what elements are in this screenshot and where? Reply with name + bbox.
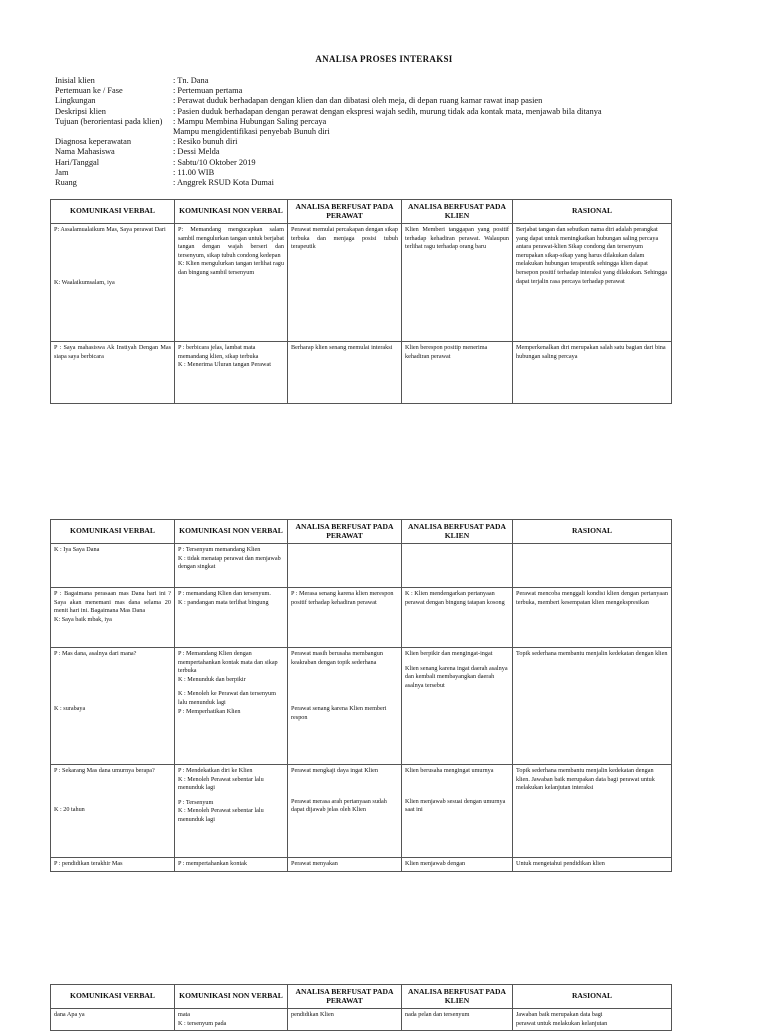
cell-text: P : Memperhatikan Klien bbox=[178, 707, 241, 715]
info-value: : Dessi Melda bbox=[173, 147, 220, 157]
table-row bbox=[51, 224, 672, 342]
cell-verbal: P : pendidikan terakhir Mas bbox=[51, 858, 175, 872]
header-verbal: KOMUNIKASI VERBAL bbox=[51, 200, 175, 224]
header-rationale: RASIONAL bbox=[513, 985, 672, 1009]
header-analysis-nurse: ANALISA BERFUSAT PADA PERAWAT bbox=[288, 200, 402, 224]
cell-analysis-client bbox=[402, 648, 513, 765]
cell-analysis-client bbox=[402, 544, 513, 588]
cell-text: Perawat merasa arah pertanyaan sudah dapat dijawab jelas oleh Klien bbox=[291, 797, 387, 814]
cell-text: Klien berusaha mengingat umurnya bbox=[405, 767, 494, 774]
cell-text: P: Memandang mengucapkan salam sambil mengulurkan tangan untuk berjabat tangan dengan wajah berseri dan tersenyum, sikap tubuh condong kedepan bbox=[178, 226, 284, 259]
header-analysis-client: ANALISA BERFUSAT PADA KLIEN bbox=[402, 985, 513, 1009]
cell-rationale: Berjabat tangan dan sebutkan nama diri adalah perangkat yang dapat untuk meningkatkan hubungan saling percaya antara perawat-klien Sikap condong dan tersenyum merupakan sikap-sikap yang harus dilakukan dalam melakukan hubungan terapeutik sehingga klien dapat bersepon positif terhadap interaksi yang dilakukan. Sehingga dapat terjalin rasa percaya terhadap perawat bbox=[513, 224, 672, 342]
info-value: : Pertemuan pertama bbox=[173, 86, 243, 96]
table-row bbox=[51, 544, 672, 588]
cell-verbal: dana Apa ya bbox=[51, 1009, 175, 1031]
info-label: Hari/Tanggal bbox=[55, 157, 100, 167]
info-row bbox=[55, 137, 602, 147]
table-row bbox=[51, 1009, 672, 1031]
header-nonverbal: KOMUNIKASI NON VERBAL bbox=[175, 200, 288, 224]
info-row bbox=[55, 168, 602, 178]
patient-info bbox=[55, 76, 602, 188]
cell-nonverbal bbox=[175, 765, 288, 858]
cell-verbal: K : Iya Saya Dana bbox=[51, 544, 175, 588]
interaction-table-1 bbox=[50, 199, 672, 404]
table-header-row bbox=[51, 985, 672, 1009]
info-label: Inisial klien bbox=[55, 76, 95, 85]
table-row bbox=[51, 858, 672, 872]
info-row bbox=[55, 96, 602, 106]
info-value: : Pasien duduk berhadapan dengan perawat dengan ekspresi wajah sedih, murung tidak ada kontak mata, menjawab bila ditanya bbox=[173, 106, 602, 116]
table-row bbox=[51, 588, 672, 648]
header-nonverbal: KOMUNIKASI NON VERBAL bbox=[175, 985, 288, 1009]
info-value: : Anggrek RSUD Kota Dumai bbox=[173, 178, 274, 188]
cell-text: K : Menoleh Perawat sebentar lalu menunduk lagi bbox=[178, 807, 264, 823]
header-nonverbal: KOMUNIKASI NON VERBAL bbox=[175, 520, 288, 544]
info-label: Pertemuan ke / Fase bbox=[55, 86, 123, 96]
info-label: Nama Mahasiswa bbox=[55, 147, 115, 157]
cell-analysis-client bbox=[402, 765, 513, 858]
info-row bbox=[55, 178, 602, 188]
cell-text: P : Sekarang Mas dana umurnya berapa? bbox=[54, 767, 155, 774]
cell-rationale: Untuk mengetahui pendidikan klien bbox=[513, 858, 672, 872]
header-analysis-nurse: ANALISA BERFUSAT PADA PERAWAT bbox=[288, 985, 402, 1009]
header-rationale: RASIONAL bbox=[513, 520, 672, 544]
info-row bbox=[55, 127, 602, 137]
cell-text: perawat untuk melakukan kelanjutan bbox=[516, 1019, 608, 1027]
cell-analysis-client: Klien Memberi tanggapan yang positif terhadap kehadiran perawat. Walaupun terlihat ragu terhadap orang baru bbox=[402, 224, 513, 342]
info-value: : Perawat duduk berhadapan dengan klien dan dan dibatasi oleh meja, di depan ruang kamar rawat inap pasien bbox=[173, 96, 543, 106]
cell-analysis-nurse bbox=[288, 544, 402, 588]
table-row bbox=[51, 648, 672, 765]
cell-text: P : berbicara jelas, lambat mata memandang klien, sikap terbuka bbox=[178, 344, 259, 360]
info-row bbox=[55, 86, 602, 96]
cell-nonverbal bbox=[175, 1009, 288, 1031]
cell-rationale: Topik sederhana membantu menjalin kedekatan dengan klien bbox=[513, 648, 672, 765]
cell-text: Klien berpikir dan mengingat-ingat bbox=[405, 650, 493, 657]
cell-rationale bbox=[513, 1009, 672, 1031]
info-label: Deskripsi klien bbox=[55, 106, 106, 116]
header-verbal: KOMUNIKASI VERBAL bbox=[51, 520, 175, 544]
cell-text: P : Mendekatkan diri ke Klien bbox=[178, 767, 253, 774]
info-label: Jam bbox=[55, 167, 69, 177]
cell-text: Klien menjawab sesuai dengan umurnya saat ini bbox=[405, 797, 506, 814]
cell-analysis-client: Klien menjawab dengan bbox=[402, 858, 513, 872]
cell-text: mata bbox=[178, 1011, 191, 1018]
cell-nonverbal bbox=[175, 544, 288, 588]
table-header-row bbox=[51, 200, 672, 224]
cell-analysis-nurse: Perawat memulai percakapan dengan sikap terbuka dan menjaga posisi tubuh terapeutik bbox=[288, 224, 402, 342]
cell-text: K : pandangan mata terlihat bingung bbox=[178, 598, 269, 606]
cell-analysis-nurse: Perawat menyakan bbox=[288, 858, 402, 872]
cell-analysis-nurse: pendidikan Klien bbox=[288, 1009, 402, 1031]
cell-text: Perawat senang karena Klien memberi respon bbox=[291, 705, 387, 721]
cell-text: P : Mas dana, asalnya dari mana? bbox=[54, 650, 137, 657]
info-row bbox=[55, 117, 602, 127]
cell-text: K : tersenyum pada bbox=[178, 1019, 227, 1027]
interaction-table-2-continued bbox=[50, 647, 672, 872]
cell-rationale: Memperkenalkan diri merupakan salah satu bagian dari bina hubungan saling percaya bbox=[513, 342, 672, 404]
cell-text: K : surabaya bbox=[54, 704, 86, 712]
cell-verbal bbox=[51, 588, 175, 648]
cell-text: P : Memandang Klien dengan mempertahankan kontak mata dan sikap terbuka bbox=[178, 650, 278, 675]
cell-text: P: Assalamualaikum Mas, Saya perawat Dari bbox=[54, 226, 166, 233]
info-label: Lingkungan bbox=[55, 96, 96, 106]
cell-verbal: P : Saya mahasiswa Ak Instiyah Dengan Mas siapa saya berbicara bbox=[51, 342, 175, 404]
info-value: Mampu mengidentifikasi penyebab Bunuh diri bbox=[173, 127, 330, 137]
cell-text: Klien senang karena ingat daerah asalnya dan kembali membayangkan daerah asalnya tersebut bbox=[405, 664, 508, 689]
cell-text: P : Tersenyum bbox=[178, 798, 214, 806]
info-value: : Tn. Dana bbox=[173, 76, 209, 85]
info-row bbox=[55, 76, 602, 86]
header-analysis-nurse: ANALISA BERFUSAT PADA PERAWAT bbox=[288, 520, 402, 544]
cell-text: P : memandang Klien dan tersenyum. bbox=[178, 590, 271, 597]
cell-analysis-nurse: P : Merasa senang karena klien merespon positif terhadap kehadiran perawat bbox=[288, 588, 402, 648]
cell-text: P : Tersenyum memandang Klien bbox=[178, 546, 261, 553]
cell-text: K : Menunduk dan berpikir bbox=[178, 675, 246, 683]
cell-verbal bbox=[51, 224, 175, 342]
info-value: : Mampu Membina Hubungan Saling percaya bbox=[173, 116, 327, 126]
cell-nonverbal bbox=[175, 588, 288, 648]
cell-text: K : tidak menatap perawat dan menjawab dengan singkat bbox=[178, 554, 281, 571]
cell-text: Jawaban baik merupakan data bagi bbox=[516, 1011, 603, 1018]
cell-rationale: Perawat mencoba menggali kondisi klien dengan pertanyaan terbuka, memberi kesempatan klien mengekspresikan bbox=[513, 588, 672, 648]
page-title: ANALISA PROSES INTERAKSI bbox=[315, 54, 453, 64]
info-label: Ruang bbox=[55, 178, 77, 188]
cell-text: K : Menoleh Perawat sebentar lalu menunduk lagi bbox=[178, 775, 264, 792]
cell-analysis-nurse bbox=[288, 648, 402, 765]
header-analysis-client: ANALISA BERFUSAT PADA KLIEN bbox=[402, 200, 513, 224]
cell-analysis-nurse bbox=[288, 765, 402, 858]
cell-text: P : Bagaimana perasaan mas Dana hari ini ? Saya akan menemani mas dana selama 20 menit hari ini. Bagaimana Mas Dana bbox=[54, 590, 171, 615]
table-header-row bbox=[51, 520, 672, 544]
info-value: : 11.00 WIB bbox=[173, 167, 215, 177]
info-value: : Sabtu/10 Oktober 2019 bbox=[173, 157, 256, 167]
info-value: : Resiko bunuh diri bbox=[173, 137, 238, 147]
cell-analysis-client: nada pelan dan tersenyum bbox=[402, 1009, 513, 1031]
info-label: Diagnosa keperawatan bbox=[55, 137, 132, 147]
cell-nonverbal bbox=[175, 648, 288, 765]
cell-rationale bbox=[513, 544, 672, 588]
cell-verbal bbox=[51, 648, 175, 765]
cell-analysis-nurse: Berharap klien senang memulai interaksi bbox=[288, 342, 402, 404]
cell-nonverbal bbox=[175, 342, 288, 404]
table-row bbox=[51, 765, 672, 858]
header-analysis-client: ANALISA BERFUSAT PADA KLIEN bbox=[402, 520, 513, 544]
header-rationale: RASIONAL bbox=[513, 200, 672, 224]
cell-text: K : Menerima Uluran tangan Perawat bbox=[178, 361, 271, 369]
info-label: Tujuan (berorientasi pada klien) bbox=[55, 116, 163, 126]
cell-analysis-client: Klien berespon positip menerima kehadiran perawat bbox=[402, 342, 513, 404]
cell-nonverbal: P : mempertahankan kontak bbox=[175, 858, 288, 872]
header-verbal: KOMUNIKASI VERBAL bbox=[51, 985, 175, 1009]
cell-analysis-client: K : Klien mendengarkan pertanyaan perawat dengan bingung tatapan kosong bbox=[402, 588, 513, 648]
interaction-table-2 bbox=[50, 519, 672, 648]
info-row bbox=[55, 158, 602, 168]
cell-text: K : 20 tahun bbox=[54, 805, 85, 813]
cell-text: K: Waalaikumsalam, iya bbox=[54, 278, 115, 286]
cell-rationale: Topik sederhana membantu menjalin kedekatan dengan klien. Jawaban baik merupakan data bagi perawat untuk melakukan kelanjutan interaksi bbox=[513, 765, 672, 858]
cell-text: K : Menoleh ke Perawat dan tersenyum lalu menunduk lagi bbox=[178, 690, 276, 706]
cell-text: Perawat mengkaji daya ingat Klien bbox=[291, 767, 378, 774]
info-label bbox=[55, 127, 173, 137]
cell-text: K: Klien mengulurkan tangan terlihat ragu dan bingung sambil tersenyum bbox=[178, 260, 284, 276]
info-row bbox=[55, 147, 602, 157]
cell-verbal bbox=[51, 765, 175, 858]
cell-text: Perawat masih berusaha membangun keakraban dengan topik sederhana bbox=[291, 650, 383, 666]
cell-nonverbal bbox=[175, 224, 288, 342]
cell-text: K: Saya baik mbak, iya bbox=[54, 615, 112, 623]
info-row bbox=[55, 107, 602, 117]
table-row bbox=[51, 342, 672, 404]
